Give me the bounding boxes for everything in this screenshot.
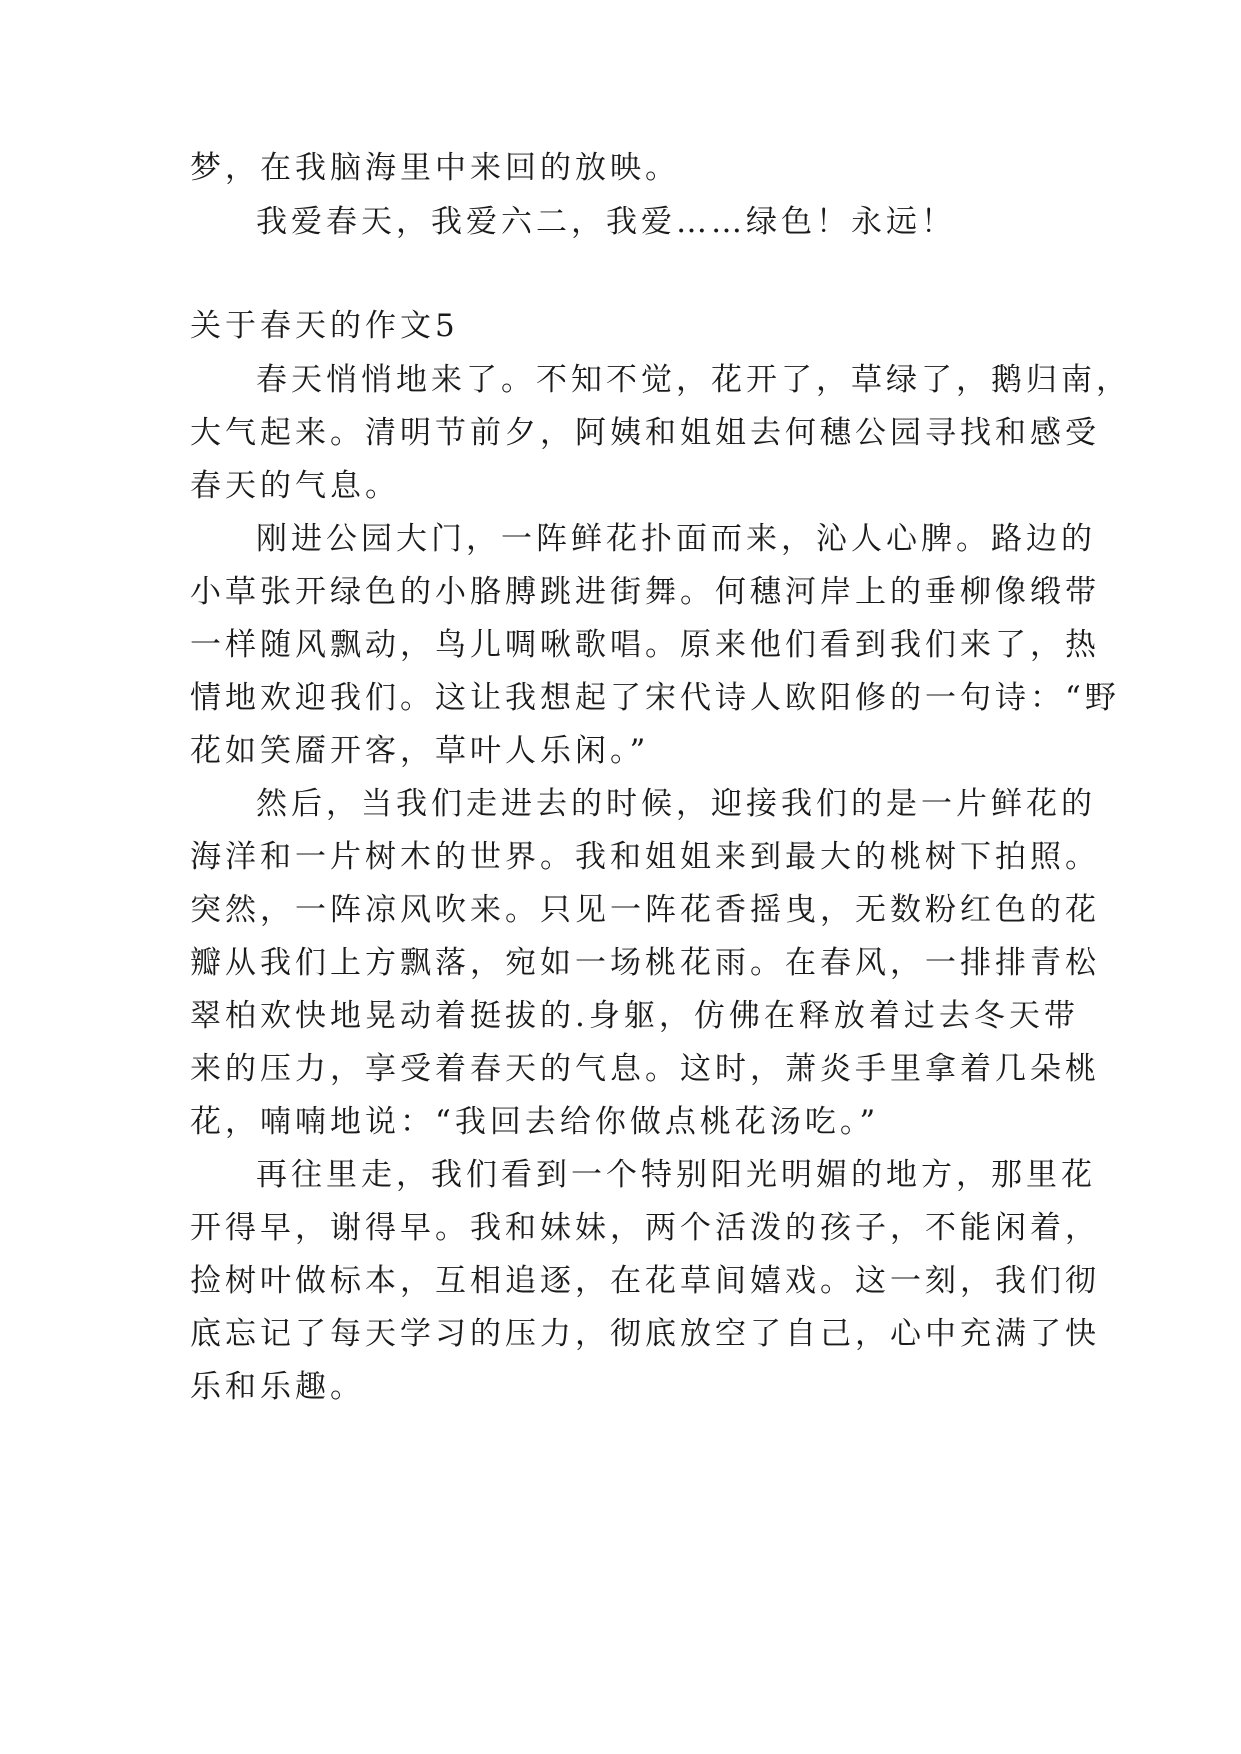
text-line: 乐和乐趣。 xyxy=(190,1369,365,1405)
text-line: 底忘记了每天学习的压力，彻底放空了自己，心中充满了快 xyxy=(190,1316,1100,1352)
text-line: 春天悄悄地来了。不知不觉，花开了，草绿了，鹅归南， xyxy=(256,362,1131,398)
text-line: 捡树叶做标本，互相追逐，在花草间嬉戏。这一刻，我们彻 xyxy=(190,1263,1100,1299)
text-line: 梦，在我脑海里中来回的放映。 xyxy=(190,150,680,186)
text-line: 来的压力，享受着春天的气息。这时，萧炎手里拿着几朵桃 xyxy=(190,1051,1100,1087)
text-line: 一样随风飘动，鸟儿啁啾歌唱。原来他们看到我们来了，热 xyxy=(190,627,1100,663)
text-line: 大气起来。清明节前夕，阿姨和姐姐去何穗公园寻找和感受 xyxy=(190,415,1100,451)
section-heading: 关于春天的作文5 xyxy=(190,308,459,344)
text-line: 花如笑靥开客，草叶人乐闲。” xyxy=(190,733,650,769)
text-line: 再往里走，我们看到一个特别阳光明媚的地方，那里花 xyxy=(256,1157,1096,1193)
text-line: 我爱春天，我爱六二，我爱……绿色！永远！ xyxy=(256,204,956,240)
text-line: 花，喃喃地说：“我回去给你做点桃花汤吃。” xyxy=(190,1104,880,1140)
text-line: 情地欢迎我们。这让我想起了宋代诗人欧阳修的一句诗：“野 xyxy=(190,680,1120,716)
text-line: 春天的气息。 xyxy=(190,468,400,504)
text-line: 开得早，谢得早。我和妹妹，两个活泼的孩子，不能闲着， xyxy=(190,1210,1100,1246)
text-line: 海洋和一片树木的世界。我和姐姐来到最大的桃树下拍照。 xyxy=(190,839,1100,875)
text-line: 然后，当我们走进去的时候，迎接我们的是一片鲜花的 xyxy=(256,786,1096,822)
text-line: 突然，一阵凉风吹来。只见一阵花香摇曳，无数粉红色的花 xyxy=(190,892,1100,928)
text-line: 刚进公园大门，一阵鲜花扑面而来，沁人心脾。路边的 xyxy=(256,521,1096,557)
text-line: 瓣从我们上方飘落，宛如一场桃花雨。在春风，一排排青松 xyxy=(190,945,1100,981)
text-line: 小草张开绿色的小胳膊跳进街舞。何穗河岸上的垂柳像缎带 xyxy=(190,574,1100,610)
text-line: 翠柏欢快地晃动着挺拔的.身躯，仿佛在释放着过去冬天带 xyxy=(190,998,1079,1034)
